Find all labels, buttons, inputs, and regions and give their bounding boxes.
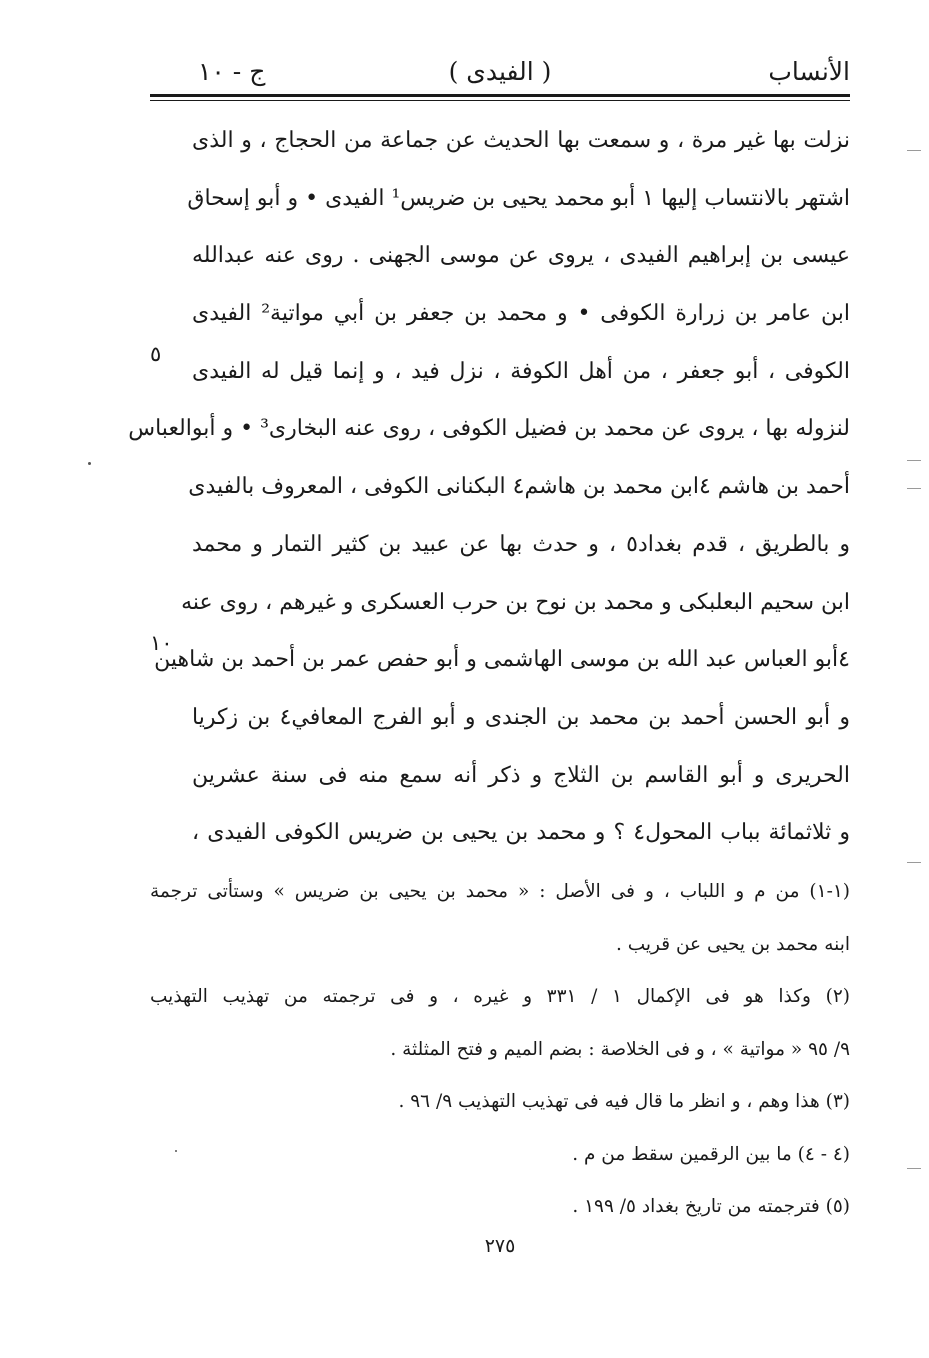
- text-line: و بالطريق ، قدم بغداد٥ ، و حدث بها عن عبيد بن كثير التمار و محمد: [192, 531, 851, 557]
- footnote-line: (٤ - ٤) ما بين الرقمين سقط من م .: [572, 1143, 850, 1165]
- text-line: عيسى بن إبراهيم الفيدى ، يروى عن موسى الجهنى . روى عنه عبدالله: [192, 243, 850, 269]
- text-line: نزلت بها غير مرة ، و سمعت بها الحديث عن جماعة من الحجاج ، و الذى: [192, 128, 850, 153]
- text-line: ابن سحيم البعلبكى و محمد بن نوح بن حرب العسكرى و غيرهم ، روى عنه: [181, 589, 850, 615]
- text-line: ٤أبو العباس عبد الله بن موسى الهاشمى و أبو حفص عمر بن أحمد بن شاهين: [154, 647, 850, 673]
- running-header: [150, 50, 850, 94]
- header-volume: ج - ١٠: [198, 57, 266, 86]
- text-line: و ثلاثمائة بباب المحول٤ ؟ و محمد بن يحيى بن ضريس الكوفى الفيدى ،: [192, 820, 851, 846]
- footnote-line: (١-١) من م و اللباب ، و فى الأصل : « محمد بن يحيى بن ضريس » وستأتى ترجمة: [150, 881, 850, 902]
- scan-speck: [88, 462, 91, 465]
- footnote-line: (٣) هذا وهم ، و انظر ما قال فيه فى تهذيب التهذيب ٩/ ٩٦ .: [398, 1091, 850, 1112]
- scan-margin-mark: [907, 1168, 921, 1169]
- header-entry-name: ( الفيدى ): [448, 57, 552, 86]
- scan-margin-mark: [907, 488, 921, 489]
- text-line: الحريرى و أبو القاسم بن الثلاج و ذكر أنه سمع منه فى سنة عشرين: [192, 762, 850, 788]
- header-rule-thin: [150, 100, 850, 101]
- header-book-title: الأنساب: [768, 57, 850, 86]
- text-line: ابن عامر بن زرارة الكوفى • و محمد بن جعفر بن أبي مواتية² الفيدى: [192, 301, 850, 327]
- footnote-line: (٢) وكذا هو فى الإكمال ١ / ٣٣١ و غيره ، و فى ترجمته من تهذيب التهذيب: [150, 986, 850, 1007]
- book-page: [128, 40, 851, 1330]
- footnote-line: (٥) فترجمته من تاريخ بغداد ٥/ ١٩٩ .: [572, 1196, 850, 1217]
- page-number: ٢٧٥: [484, 1235, 516, 1257]
- text-line: أحمد بن هاشم ٤ابن محمد بن هاشم٤ البكنانى الكوفى ، المعروف بالفيدى: [188, 474, 850, 500]
- text-line: الكوفى ، أبو جعفر ، من أهل الكوفة ، نزل فيد ، و إنما قيل له الفيدى: [192, 358, 850, 384]
- line-number-5: ٥: [150, 342, 162, 366]
- header-rule-thick: [150, 94, 850, 97]
- footnote-line: ٩/ ٩٥ « مواتية » ، و فى الخلاصة : بضم الميم و فتح المثلثة .: [390, 1038, 850, 1060]
- scan-margin-mark: [907, 862, 921, 863]
- line-number-10: ١٠: [150, 631, 173, 655]
- text-line: و أبو الحسن أحمد بن محمد بن الجندى و أبو الفرج المعافي٤ بن زكريا: [192, 704, 850, 730]
- scan-margin-mark: [907, 460, 921, 461]
- footnotes: [150, 866, 850, 1234]
- text-line: لنزوله بها ، يروى عن محمد بن فضيل الكوفى ، روى عنه البخارى³ • و أبوالعباس: [128, 416, 850, 442]
- text-line: اشتهر بالانتساب إليها ١ أبو محمد يحيى بن ضريس¹ الفيدى • و أبو إسحاق: [187, 185, 850, 211]
- scan-speck: [175, 1150, 177, 1152]
- footnote-line: ابنه محمد بن يحيى عن قريب .: [615, 933, 850, 955]
- scan-margin-mark: [907, 150, 921, 151]
